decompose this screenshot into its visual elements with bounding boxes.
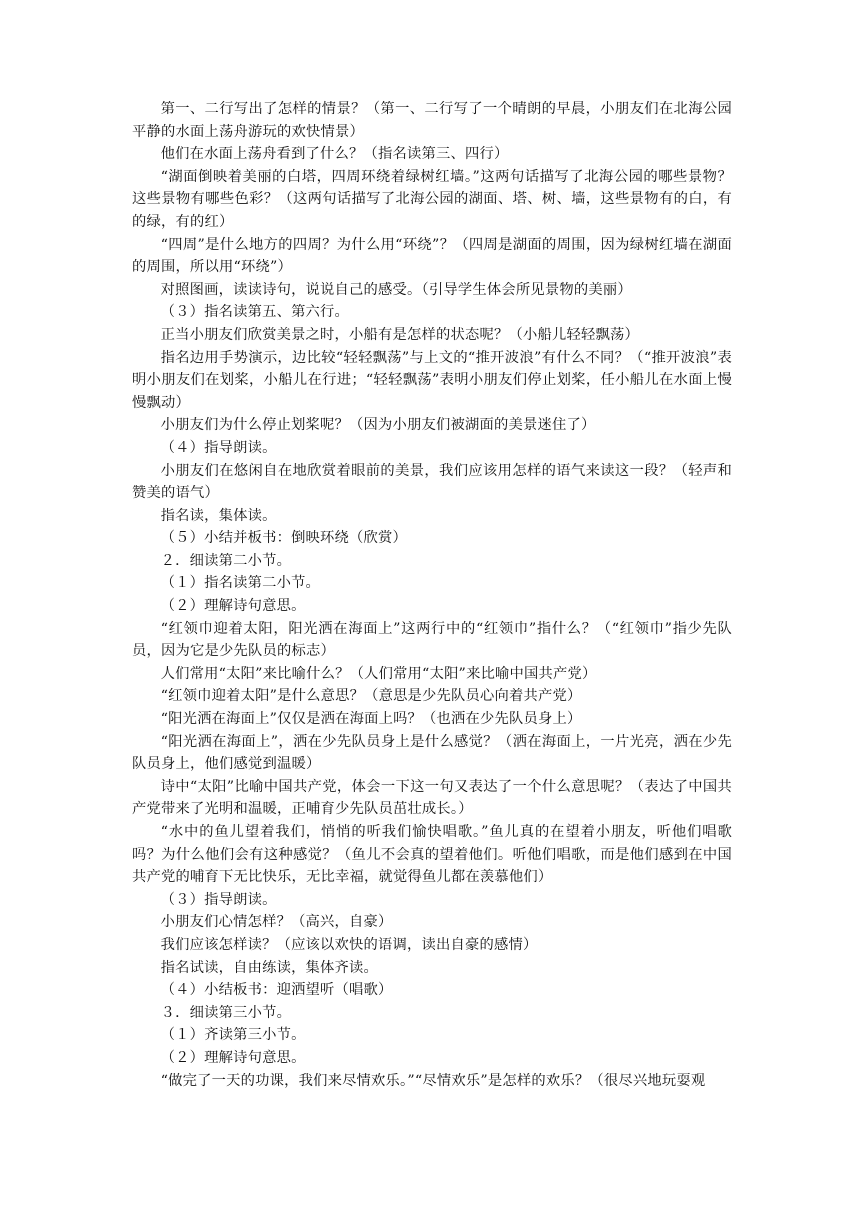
paragraph: （３）指导朗读。 [160,891,277,908]
paragraph: “湖面倒映着美丽的白塔，四周环绕着绿树红墙。”这两句话描写了北海公园的哪些景物？这些景物有哪些色彩？（这两句话描写了北海公园的湖面、塔、树、墙，这些景物有的白，有的绿，有的红） [132,168,732,230]
paragraph: 指名读，集体读。 [160,507,277,524]
paragraph: “四周”是什么地方的四周？为什么用“环绕”？（四周是湖面的周围，因为绿树红墙在湖面的周围，所以用“环绕”） [132,236,732,276]
paragraph: 正当小朋友们欣赏美景之时，小船有是怎样的状态呢？（小船儿轻轻飘荡） [160,326,639,343]
paragraph: 指名试读，自由练读，集体齐读。 [160,959,379,976]
paragraph: “阳光洒在海面上”仅仅是洒在海面上吗？（也洒在少先队员身上） [160,711,582,728]
paragraph: “红领巾迎着太阳”是什么意思？（意思是少先队员心向着共产党） [160,688,582,705]
paragraph: （３）指名读第五、第六行。 [160,304,350,321]
paragraph: “阳光洒在海面上”，洒在少先队员身上是什么感觉？（洒在海面上，一片光亮，洒在少先队员身上，他们感觉到温暖） [132,733,732,773]
paragraph: 对照图画，读读诗句，说说自己的感受。（引导学生体会所见景物的美丽） [160,281,632,298]
paragraph: （１）齐读第三小节。 [160,1027,306,1044]
paragraph: （４）小结板书：迎洒望听（唱歌） [160,982,393,999]
paragraph: 小朋友们心情怎样？（高兴，自豪） [160,914,393,931]
paragraph: （５）小结并板书：倒映环绕（欣赏） [160,530,408,547]
paragraph: 小朋友们在悠闲自在地欣赏着眼前的美景，我们应该用怎样的语气来读这一段？（轻声和赞美的语气） [132,462,732,502]
paragraph: （２）理解诗句意思。 [160,1049,306,1066]
document-body [132,98,732,1092]
paragraph: （２）理解诗句意思。 [160,598,306,615]
paragraph: 第一、二行写出了怎样的情景？（第一、二行写了一个晴朗的早晨，小朋友们在北海公园平静的水面上荡舟游玩的欢快情景） [132,101,732,140]
paragraph: ３．细读第三小节。 [160,1004,292,1021]
paragraph: ２．细读第二小节。 [160,552,292,569]
paragraph: “水中的鱼儿望着我们，悄悄的听我们愉快唱歌。”鱼儿真的在望着小朋友，听他们唱歌吗？为什么他们会有这种感觉？（鱼儿不会真的望着他们。听他们唱歌，而是他们感到在中国共产党的哺育下无比快乐，无比幸福，就觉得鱼儿都在羡慕他们） [132,824,732,886]
paragraph: “红领巾迎着太阳，阳光洒在海面上”这两行中的“红领巾”指什么？（“红领巾”指少先队员，因为它是少先队员的标志） [132,620,732,660]
paragraph: 指名边用手势演示，边比较“轻轻飘荡”与上文的“推开波浪”有什么不同？（“推开波浪”表明小朋友们在划桨，小船儿在行进；“轻轻飘荡”表明小朋友们停止划桨，任小船儿在水面上慢慢飘动） [132,349,732,411]
paragraph: 他们在水面上荡舟看到了什么？（指名读第三、四行） [160,146,509,163]
paragraph: 诗中“太阳”比喻中国共产党，体会一下这一句又表达了一个什么意思呢？（表达了中国共产党带来了光明和温暖，正哺育少先队员茁壮成长。） [132,778,732,818]
paragraph: 小朋友们为什么停止划桨呢？（因为小朋友们被湖面的美景迷住了） [160,417,596,434]
paragraph: 我们应该怎样读？（应该以欢快的语调，读出自豪的感情） [160,936,538,953]
paragraph: 人们常用“太阳”来比喻什么？（人们常用“太阳”来比喻中国共产党） [160,665,597,682]
paragraph: “做完了一天的功课，我们来尽情欢乐。”“尽情欢乐”是怎样的欢乐？（很尽兴地玩耍观 [160,1072,706,1089]
paragraph: （４）指导朗读。 [160,439,277,456]
paragraph: （１）指名读第二小节。 [160,575,321,592]
